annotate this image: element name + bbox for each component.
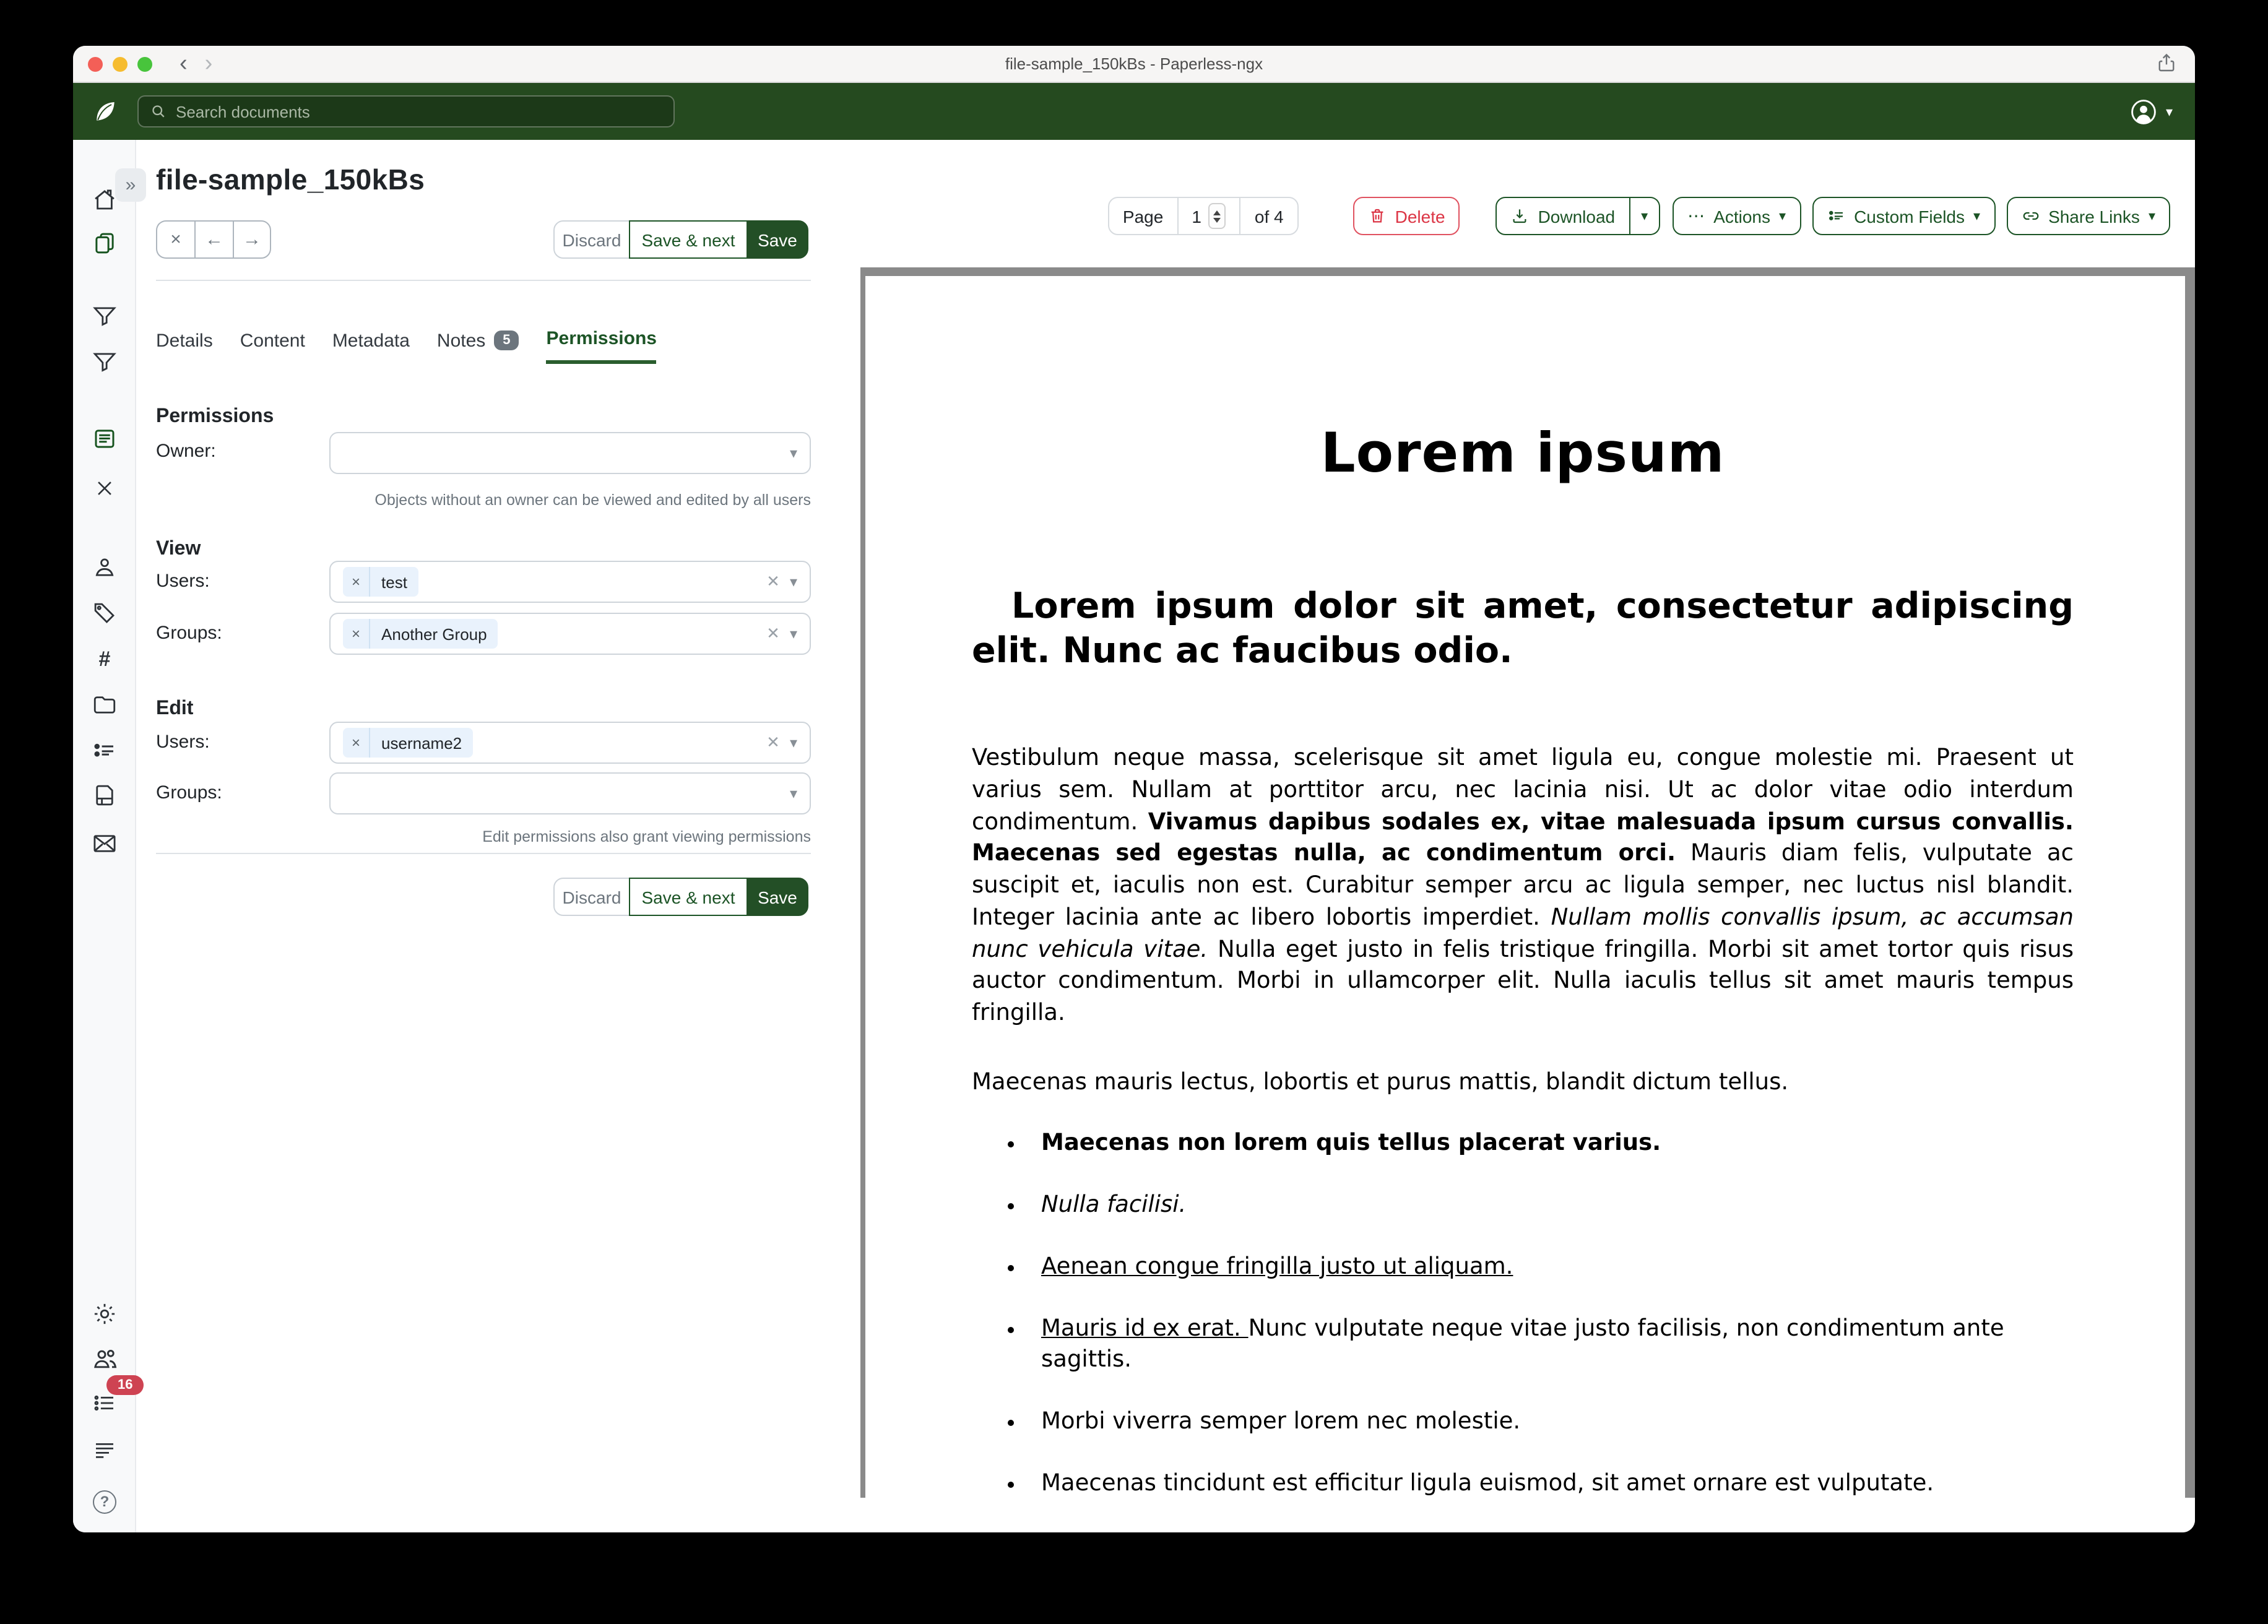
document-toolbar [1108,197,2170,235]
user-menu-caret-icon: ▾ [2165,105,2173,119]
bullet-item: • Morbi viverra semper lorem nec molestie. [1029,1406,2074,1438]
tab-metadata[interactable]: Metadata [332,330,410,351]
sidebar-item-custom-fields[interactable] [73,736,136,764]
bullet-item: • Maecenas non lorem quis tellus placerat varius. [1029,1128,2074,1160]
edit-users-select[interactable] [329,722,811,764]
view-users-select[interactable] [329,561,811,603]
chevron-down-icon: ▾ [1973,209,1981,224]
trash-icon [1368,207,1387,225]
save-button-group-bottom [553,878,808,916]
chevron-down-icon: ▾ [789,734,797,751]
sidebar-item-workflows[interactable] [73,781,136,808]
list-icon [92,737,118,763]
share-icon[interactable] [2155,52,2178,74]
edit-users-label: Users: [156,732,210,753]
mail-icon [92,830,118,856]
download-button[interactable]: Download [1496,197,1630,235]
edit-heading: Edit [156,698,194,719]
chevron-down-icon: ▾ [789,444,797,462]
sidebar-item-correspondents[interactable] [73,553,136,581]
clear-icon[interactable]: ✕ [766,733,780,751]
search-icon [150,103,167,120]
owner-select[interactable] [329,432,811,474]
sidebar-item-documents[interactable] [73,229,136,256]
document-paragraph: Vestibulum neque massa, scelerisque sit amet ligula eu, congue molestie mi. Praesent ut varius sem. Nullam at porttitor arcu, nec lacinia nisi. Ut ac dolor vitae odio interdum condimentum. Vivamus dapibus sodales ex, vitae malesuada ipsum cursus convallis. Maecenas sed egestas nulla, ac condimentum orci. Mauris diam felis, vulputate ac suscipit et, iaculis non est. Curabitur semper arcu ac ligula semper, nec luctus nisl blandit. Integer lacinia ante ac libero lobortis imperdiet. Nullam mollis convallis ipsum, ac accumsan nunc vehicula vitae. Nulla eget justo in felis tristique fringilla. Morbi sit amet tortor quis risus auctor condimentum. Morbi in ullamcorper elit. Nulla iaculis tellus sit amet mauris tempus fringilla. [972,745,2074,1026]
sidebar-expand-button[interactable]: » [115,168,146,202]
sidebar-close-all-documents[interactable] [73,474,136,501]
content [73,140,2195,1532]
document-heading: Lorem ipsum [1320,422,1725,485]
download-options-button[interactable] [1630,197,1660,235]
file-text-icon [92,425,118,451]
sidebar-item-saved-view-1[interactable] [73,302,136,329]
person-icon [92,554,118,580]
discard-button[interactable]: Discard [553,220,630,259]
document-title: file-sample_150kBs [156,163,425,196]
edit-groups-select[interactable] [329,772,811,814]
user-chip: × username2 [343,728,473,758]
user-menu[interactable] [2130,97,2173,126]
save-button-group-top [553,220,808,259]
ellipsis-icon: ⋯ [1687,205,1705,225]
tab-permissions[interactable]: Permissions [547,328,657,364]
sidebar-item-open-document[interactable] [73,425,136,452]
download-icon [1511,207,1530,225]
custom-fields-button[interactable]: Custom Fields ▾ [1812,197,1995,235]
sidebar-item-logs[interactable] [73,1436,136,1463]
close-icon [94,477,115,498]
funnel-icon [92,348,118,374]
pdf-page [865,276,2185,1498]
document-bullet-list [1029,1128,2074,1498]
people-icon [91,1345,118,1373]
list-icon [1827,207,1845,225]
forward-icon[interactable]: › [204,51,213,77]
question-icon: ? [93,1490,116,1513]
sidebar-item-tags[interactable] [73,599,136,626]
funnel-icon [92,303,118,329]
view-groups-label: Groups: [156,623,222,644]
sidebar-item-saved-view-2[interactable] [73,348,136,375]
divider [156,280,811,281]
lines-icon [92,1436,118,1462]
document-nav-group [156,220,271,259]
owner-help-text: Objects without an owner can be viewed and edited by all users [374,491,811,509]
remove-chip-icon[interactable]: × [343,567,370,597]
page-stepper[interactable] [1209,203,1226,229]
permissions-heading: Permissions [156,406,274,427]
next-document-button[interactable]: → [233,220,271,259]
bullet-item: • Aenean congue fringilla justo ut aliquam. [1029,1251,2074,1283]
documents-icon [92,230,118,256]
tab-details[interactable]: Details [156,330,213,351]
page-label: Page [1122,206,1164,226]
search-bar[interactable] [137,95,675,127]
clear-icon[interactable]: ✕ [766,572,780,590]
chevron-down-icon: ▾ [2148,209,2155,224]
chevron-down-icon: ▾ [1779,209,1786,224]
document-subheading: Lorem ipsum dolor sit amet, consectetur adipiscing elit. Nunc ac faucibus odio. [972,585,2074,672]
document-tabs [156,328,657,364]
main-panel [136,140,2195,1532]
sidebar-item-users-groups[interactable] [73,1345,136,1373]
save-button[interactable]: Save [747,220,808,259]
tasks-count-badge: 16 [106,1375,144,1394]
clear-icon[interactable]: ✕ [766,624,780,642]
divider [156,853,811,854]
share-links-button[interactable]: Share Links ▾ [2006,197,2170,235]
tab-notes[interactable]: Notes 5 [437,328,519,364]
gear-icon [92,1300,118,1326]
view-users-label: Users: [156,571,210,592]
link-icon [2021,207,2040,225]
edit-groups-label: Groups: [156,782,222,803]
remove-chip-icon[interactable]: × [343,728,370,758]
window-title: file-sample_150kBs - Paperless-ngx [1005,54,1263,73]
bullet-item: • Mauris id ex erat. Nunc vulputate neque vitae justo facilisis, non condimentum ante sagittis. [1029,1313,2074,1376]
avatar-icon [2130,97,2158,126]
save-and-next-button[interactable]: Save & next [629,220,748,259]
sidebar-item-document-types[interactable] [73,646,136,673]
sidebar-item-settings[interactable] [73,1300,136,1327]
edit-help-text: Edit permissions also grant viewing permissions [482,828,811,845]
sidebar-item-help[interactable] [73,1488,136,1515]
sidebar [73,140,136,1532]
titlebar [73,46,2195,83]
file-icon [92,782,118,808]
sidebar-item-tasks[interactable] [73,1377,136,1416]
chevron-down-icon: ▾ [1641,209,1648,224]
sidebar-item-storage-paths[interactable] [73,691,136,718]
remove-chip-icon[interactable]: × [343,619,370,649]
folder-icon [92,691,118,717]
close-document-button[interactable]: × [156,220,194,259]
save-button[interactable]: Save [747,878,808,916]
app-window [73,46,2195,1532]
notes-count-badge: 5 [494,330,519,350]
leaf-icon [92,98,119,125]
chevron-down-icon: ▾ [789,625,797,642]
home-icon [92,186,118,212]
bullet-item: • Maecenas tincidunt est efficitur ligula euismod, sit amet ornare est vulputate. [1029,1467,2074,1498]
save-and-next-button[interactable]: Save & next [629,878,748,916]
actions-button[interactable]: ⋯ Actions ▾ [1673,197,1801,235]
group-chip: × Another Group [343,619,498,649]
view-groups-select[interactable] [329,613,811,655]
user-chip: × test [343,567,418,597]
tag-icon [92,600,118,626]
bullet-item: • Nulla facilisi. [1029,1190,2074,1221]
delete-button[interactable]: Delete [1353,197,1460,235]
paperless-logo[interactable] [73,98,137,125]
discard-button[interactable]: Discard [553,878,630,916]
page-number-field[interactable]: 1 [1177,198,1240,234]
document-preview[interactable] [860,267,2195,1498]
download-split-button [1496,197,1661,235]
view-heading: View [156,538,201,559]
chevron-down-icon: ▾ [789,573,797,590]
page-total: of 4 [1240,198,1297,234]
tab-content[interactable]: Content [240,330,305,351]
app-header [73,83,2195,140]
page-navigation [1108,197,1299,235]
chevron-down-icon: ▾ [789,785,797,802]
hash-icon: # [98,647,111,671]
back-icon[interactable]: ‹ [180,51,188,77]
owner-label: Owner: [156,441,216,462]
search-input[interactable] [176,102,662,121]
sidebar-item-mail[interactable] [73,829,136,857]
previous-document-button[interactable]: ← [194,220,233,259]
document-paragraph: Maecenas mauris lectus, lobortis et purus mattis, blandit dictum tellus. [972,1069,1789,1095]
